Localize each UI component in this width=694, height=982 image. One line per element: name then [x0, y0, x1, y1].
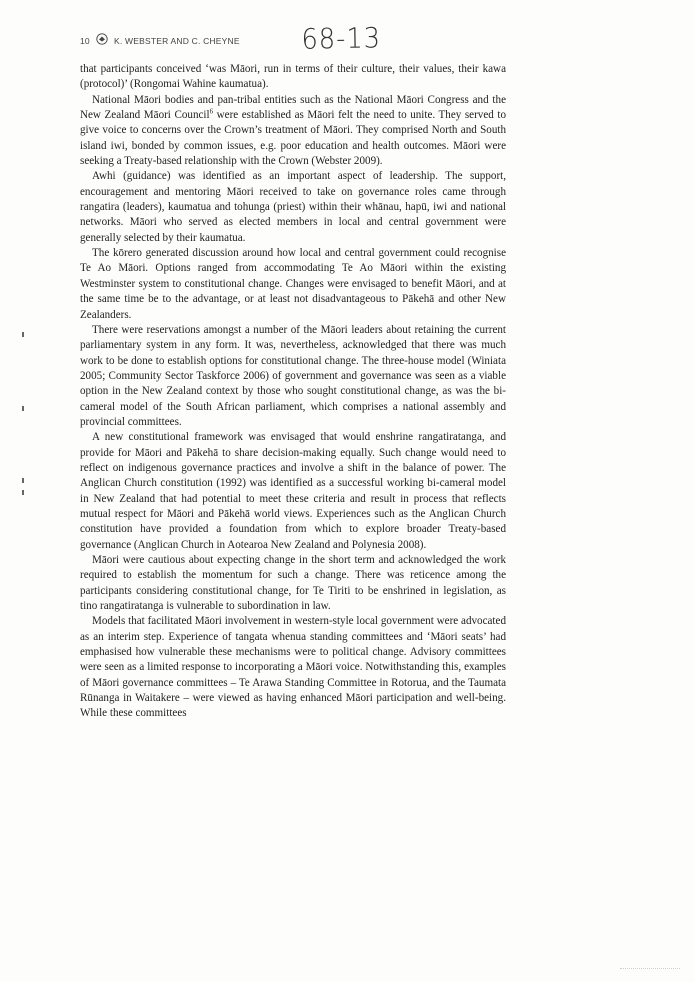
- paragraph: A new constitutional framework was envisaged that would enshrine rangatiratanga, and provide for Māori and Pākehā to share decision-making equally. Such change would need to reflect on indigenous governance practices and involve a shift in the balance of power. The Anglican Church constitution (1992) was identified as a successful working bi-cameral model in New Zealand that had potential to meet these criteria and result in process that reflects mutual respect for Māori and Pākehā world views. Experiences such as the Anglican Church constitution have provided a foundation from which to explore broader Treaty-based governance (Anglican Church in Aotearoa New Zealand and Polynesia 2008).: [80, 431, 506, 551]
- paragraph: There were reservations amongst a number of the Māori leaders about retaining the current parliamentary system in any form. It was, nevertheless, acknowledged that there was much work to be done to establish options for constitutional change. The three-house model (Winiata 2005; Community Sector Taskforce 2006) of government and governance was seen as a viable option in the New Zealand context by those who sought constitutional change, as was the bi-cameral model of the South African parliament, which comprises a national assembly and provincial committees.: [80, 323, 506, 428]
- paragraph: Māori were cautious about expecting change in the short term and acknowledged the work required to establish the momentum for such a change. There was reticence among the participants considering constitutional change, for Te Tiriti to be enshrined in legislation, as tino rangatiratanga is vulnerable to subordination in law.: [80, 554, 506, 613]
- scan-artifact: [620, 968, 680, 971]
- scan-margin-mark: [22, 406, 24, 411]
- paragraph: that participants conceived ‘was Māori, run in terms of their culture, their values, their kawa (protocol)’ (Rongomai Wahine kaumatua).: [80, 63, 506, 91]
- paragraph: The kōrero generated discussion around how local and central government could recognise Te Ao Māori. Options ranged from accommodating Te Ao Māori within the existing Westminster system to constitutional change. Changes were envisaged to benefit Māori, and at the same time be to the advantage, or at least not disadvantageous to Pākehā and other New Zealanders.: [80, 247, 506, 321]
- paragraph: Models that facilitated Māori involvement in western-style local government were advocated as an interim step. Experience of tangata whenua standing committees and ‘Māori seats’ had emphasised how vulnerable these mechanisms were to political change. Advisory committees were seen as a limited response to incorporating a Māori voice. Notwithstanding this, examples of Māori governance committees – Te Arawa Standing Committee in Rotorua, and the Taumata Rūnanga in Waitakere – were viewed as having enhanced Māori participation and well-being. While these committees: [80, 615, 506, 720]
- paragraph-text: were established as Māori felt the need to unite. They served to give voice to concerns over the Crown’s treatment of Māori. They comprised North and South island iwi, bonded by common issues, e.g. poor education and health outcomes. Māori were seeking a Treaty-based relationship with the Crown (Webster 2009).: [80, 109, 507, 168]
- paragraph-text: National Māori bodies and pan-tribal entities such as the National Māori Congress and the New Zealand Māori Council: [80, 93, 506, 122]
- publisher-logo-icon: [96, 33, 108, 45]
- footnote-marker: 6: [209, 107, 214, 116]
- paragraph: Awhi (guidance) was identified as an important aspect of leadership. The support, encouragement and mentoring Māori received to take on governance roles came through rangatira (leaders), kaumatua and tohunga (priest) within their whānau, hapū, iwi and national networks. Māori who served as elected members in local and central government were generally selected by their kaumatua.: [80, 170, 506, 244]
- scan-margin-mark: [22, 478, 24, 483]
- paragraph: [80, 93, 506, 170]
- scan-margin-mark: [22, 332, 24, 337]
- running-head: K. WEBSTER AND C. CHEYNE: [114, 36, 240, 46]
- handwritten-annotation: 68-13: [301, 21, 382, 56]
- scan-margin-mark: [22, 490, 24, 495]
- page-number: 10: [80, 36, 90, 46]
- body-text: [80, 62, 506, 722]
